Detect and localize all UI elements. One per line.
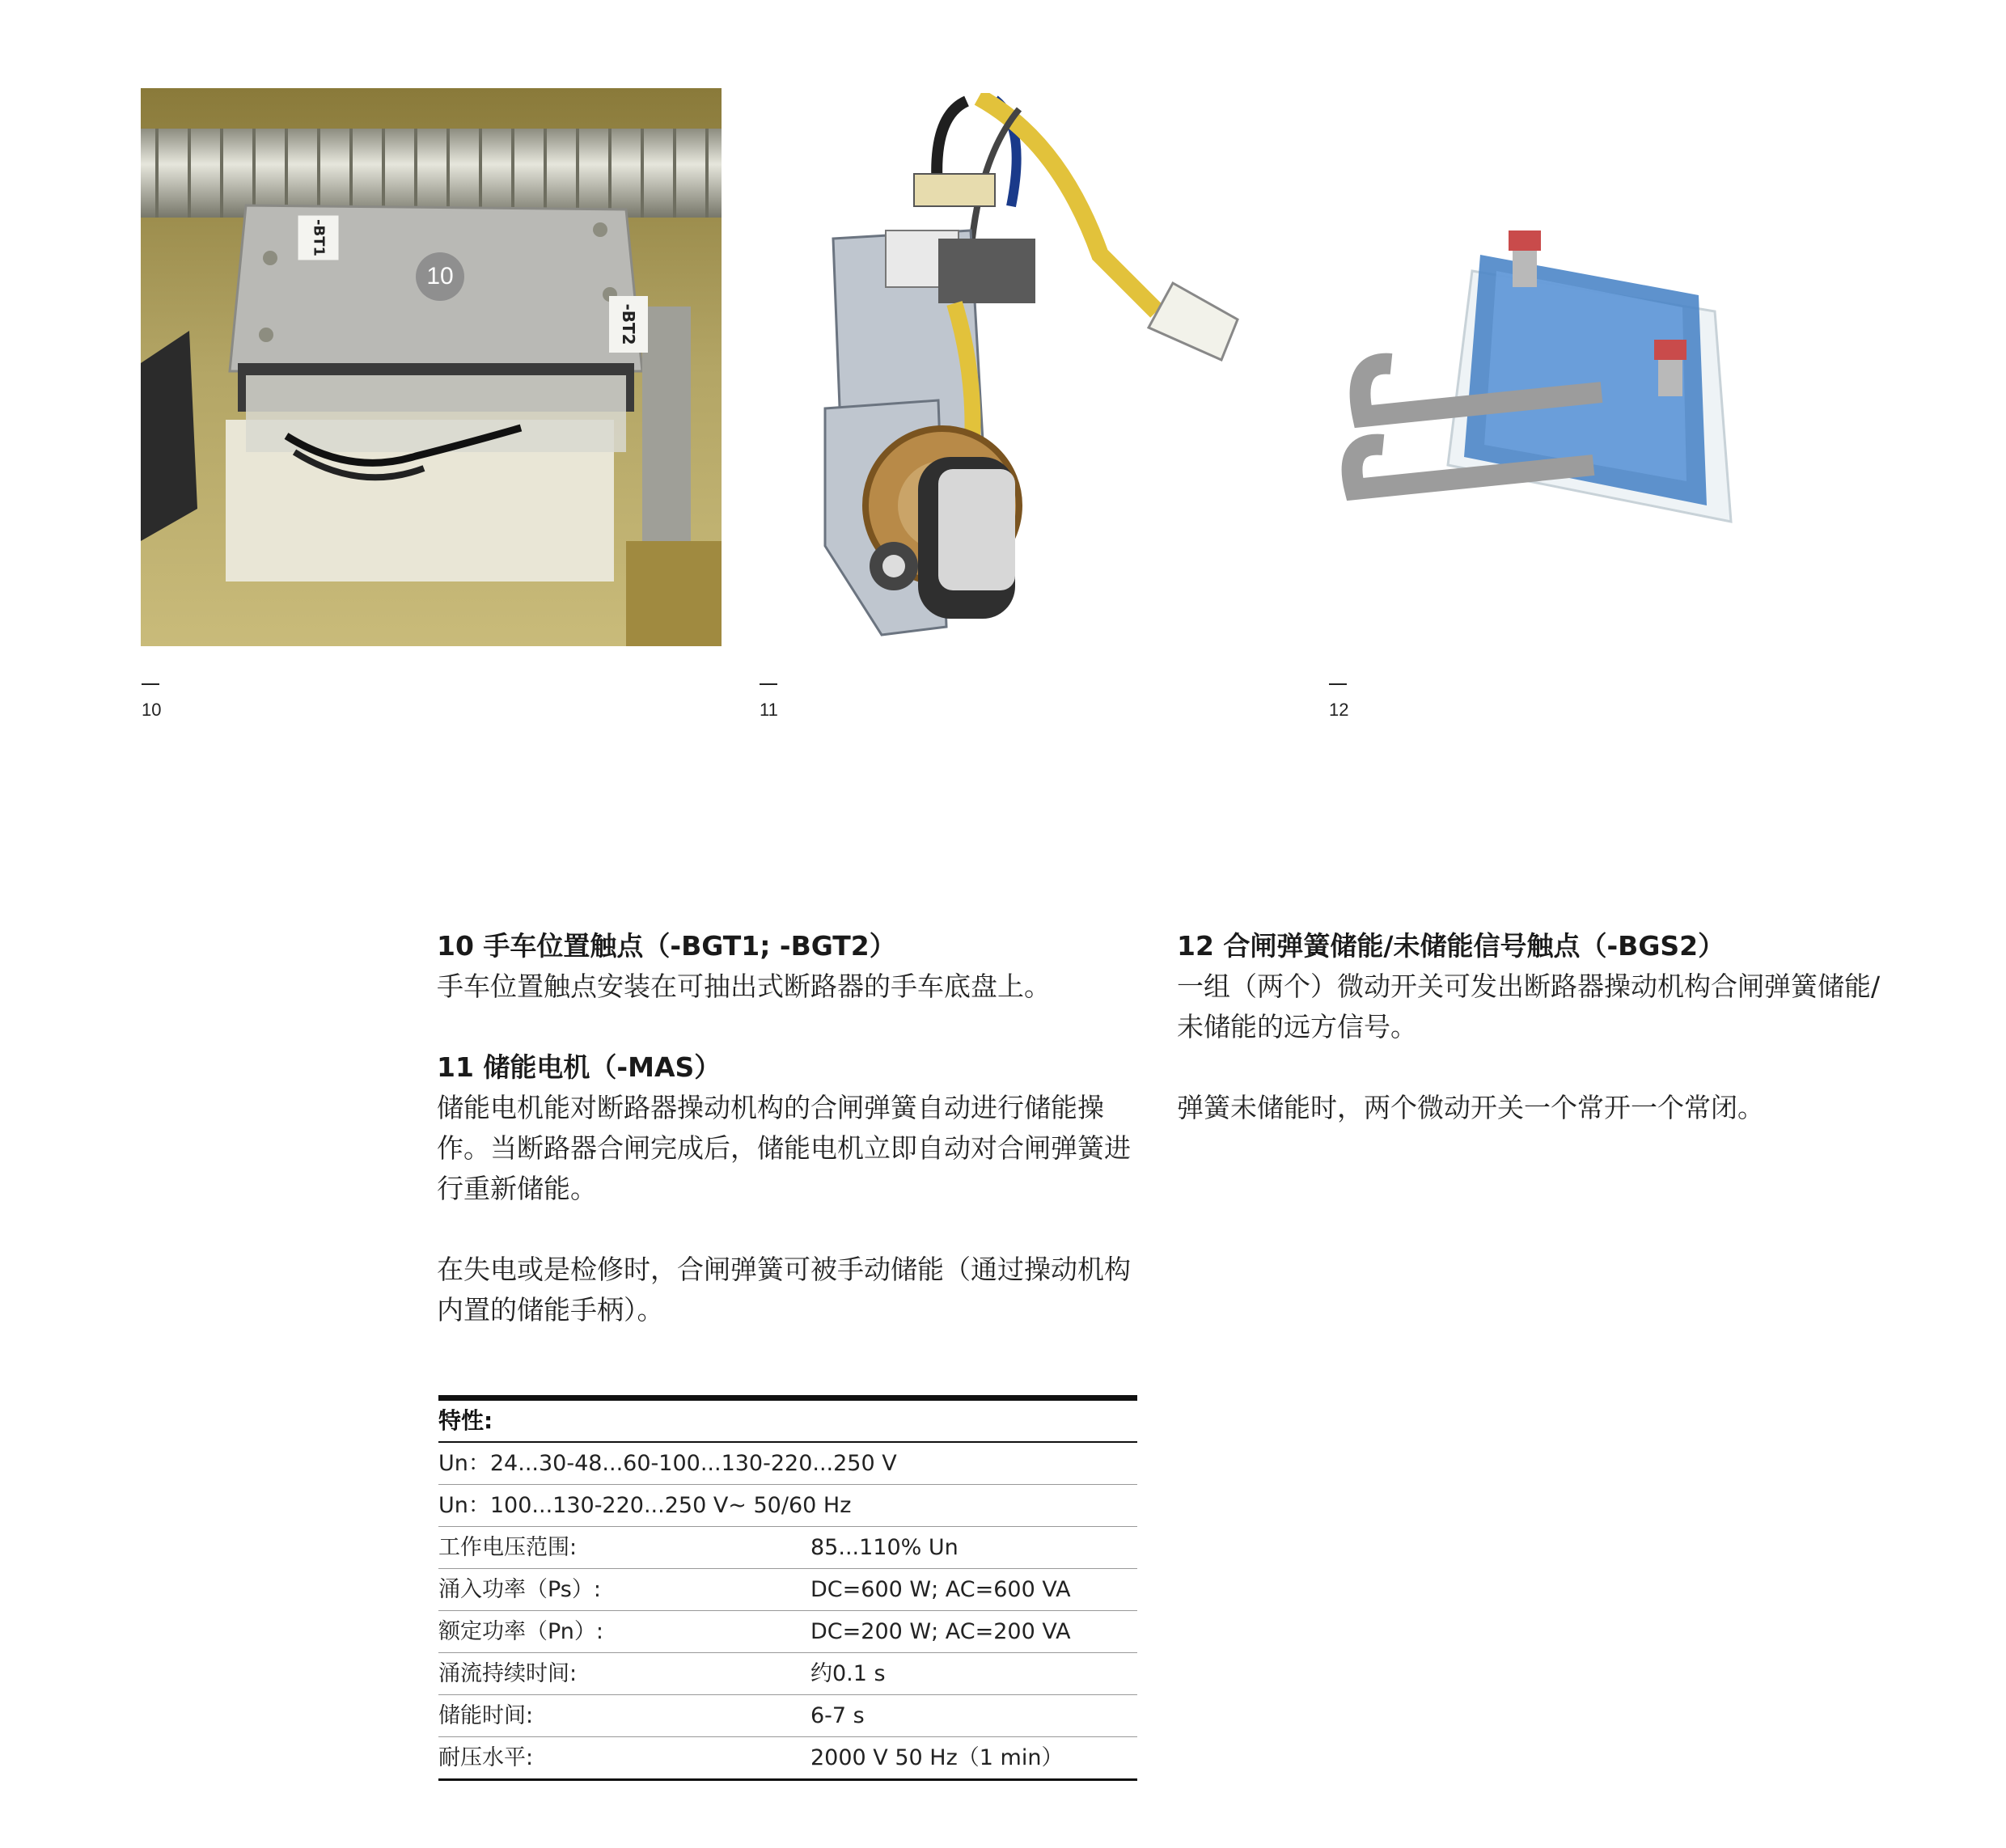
photo-charging-motor bbox=[817, 93, 1266, 643]
row-value: 约0.1 s bbox=[810, 1661, 886, 1686]
table-row bbox=[438, 1653, 1137, 1695]
row-value: 6-7 s bbox=[810, 1703, 865, 1728]
caption-dash bbox=[760, 683, 777, 685]
table-row bbox=[438, 1569, 1137, 1611]
table-row bbox=[438, 1485, 1137, 1527]
row-value: 2000 V 50 Hz（1 min） bbox=[810, 1745, 1064, 1770]
table-row bbox=[438, 1695, 1137, 1737]
section-paragraph: 手车位置触点安装在可抽出式断路器的手车底盘上。 bbox=[437, 971, 1051, 1002]
photo-label-bt1: -BT1 bbox=[298, 216, 339, 260]
photo-number-badge: 10 bbox=[416, 252, 464, 301]
caption-dash bbox=[142, 683, 159, 685]
photo-spring-microswitches bbox=[1327, 222, 1780, 546]
row-label: 涌流持续时间: bbox=[438, 1661, 578, 1686]
table-row bbox=[438, 1737, 1137, 1778]
row-label: 储能时间: bbox=[438, 1703, 534, 1728]
row-label: 额定功率（Pn）: bbox=[438, 1619, 604, 1644]
section-paragraph: 储能电机能对断路器操动机构的合闸弹簧自动进行储能操作。当断路器合闸完成后，储能电机立即自动对合闸弹簧进行重新储能。 bbox=[437, 1092, 1131, 1204]
row-label: 工作电压范围: bbox=[438, 1535, 578, 1560]
section-paragraph: 弹簧未储能时，两个微动开关一个常开一个常闭。 bbox=[1177, 1092, 1764, 1123]
section-truck-position-contacts bbox=[437, 926, 1149, 1007]
row-label: 耐压水平: bbox=[438, 1745, 534, 1770]
table-row bbox=[438, 1527, 1137, 1569]
photo-caption-10 bbox=[142, 683, 161, 721]
table-row bbox=[438, 1611, 1137, 1653]
caption-number: 11 bbox=[760, 700, 778, 720]
table-row bbox=[438, 1443, 1137, 1485]
table-header: 特性: bbox=[438, 1401, 1137, 1443]
row-label: Un：100...130-220...250 V~ 50/60 Hz bbox=[438, 1493, 852, 1518]
photo-label-bt2: -BT2 bbox=[609, 296, 648, 353]
section-charging-motor bbox=[437, 1047, 1149, 1330]
section-heading: 10 手车位置触点（-BGT1; -BGT2） bbox=[437, 930, 896, 962]
caption-dash bbox=[1329, 683, 1347, 685]
section-spring-signal-contacts bbox=[1177, 926, 1889, 1128]
characteristics-table bbox=[438, 1395, 1137, 1781]
photo-caption-12 bbox=[1329, 683, 1348, 721]
row-label: Un：24...30-48...60-100...130-220...250 V bbox=[438, 1451, 897, 1476]
row-value: 85...110% Un bbox=[810, 1535, 959, 1560]
caption-number: 10 bbox=[142, 700, 162, 720]
photo-caption-11 bbox=[760, 683, 778, 721]
caption-number: 12 bbox=[1329, 700, 1349, 720]
photo-truck-position-contacts bbox=[141, 88, 722, 646]
section-paragraph: 一组（两个）微动开关可发出断路器操动机构合闸弹簧储能/未储能的远方信号。 bbox=[1177, 971, 1881, 1042]
row-value: DC=600 W; AC=600 VA bbox=[810, 1577, 1071, 1602]
section-heading: 11 储能电机（-MAS） bbox=[437, 1051, 722, 1083]
section-heading: 12 合闸弹簧储能/未储能信号触点（-BGS2） bbox=[1177, 930, 1725, 962]
section-paragraph: 在失电或是检修时，合闸弹簧可被手动储能（通过操动机构内置的储能手柄）。 bbox=[437, 1254, 1131, 1326]
row-label: 涌入功率（Ps）: bbox=[438, 1577, 601, 1602]
row-value: DC=200 W; AC=200 VA bbox=[810, 1619, 1071, 1644]
